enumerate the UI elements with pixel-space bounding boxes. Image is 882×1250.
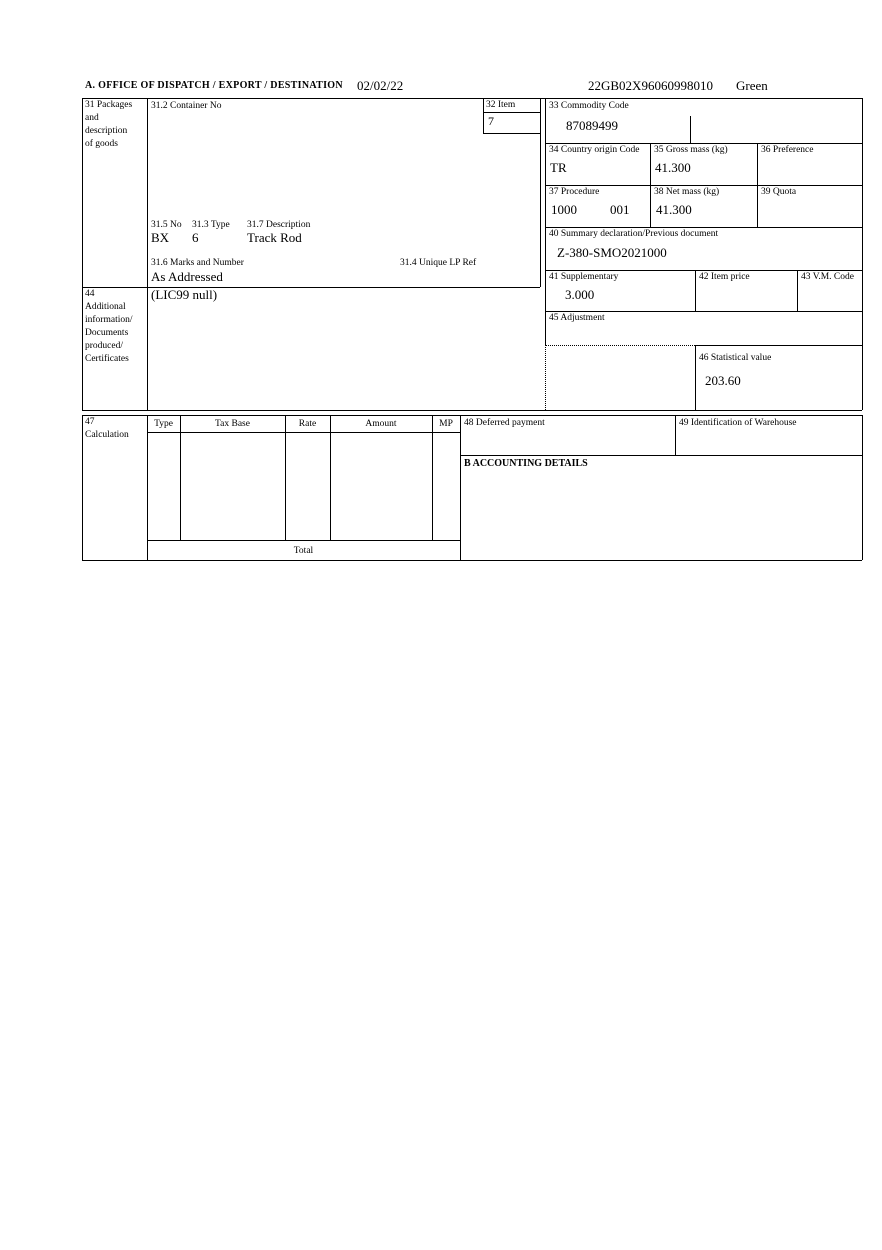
packages-description-label: [85, 99, 145, 151]
item-price-label: 42 Item price: [699, 272, 750, 282]
rule: [483, 98, 484, 133]
supplementary-label: 41 Supplementary: [549, 272, 619, 282]
rule: [147, 432, 460, 433]
rule: [695, 270, 696, 311]
dotted-rule: [545, 345, 695, 346]
statistical-value: 203.60: [705, 373, 741, 388]
container-no-label: 31.2 Container No: [151, 101, 222, 111]
rule: [82, 560, 862, 561]
rule: [330, 415, 331, 540]
column-header-amount: Amount: [365, 419, 397, 429]
rule: [695, 345, 696, 410]
rule: [545, 185, 862, 186]
summary-declaration-value: Z-380-SMO2021000: [557, 245, 667, 260]
warehouse-identification-label: 49 Identification of Warehouse: [679, 418, 797, 428]
rule: [82, 98, 83, 410]
office-of-dispatch-label: A. OFFICE OF DISPATCH / EXPORT / DESTINATION: [85, 80, 343, 91]
rule: [545, 311, 862, 312]
net-mass-value: 41.300: [656, 202, 692, 217]
rule: [147, 98, 148, 410]
procedure-label: 37 Procedure: [549, 187, 600, 197]
label-line: Calculation: [85, 430, 129, 440]
rule: [545, 143, 862, 144]
column-header-tax-base: Tax Base: [215, 419, 250, 429]
packages-type-value: 6: [192, 230, 199, 245]
label-line: description: [85, 126, 128, 136]
label-line: information/: [85, 315, 133, 325]
label-line: of goods: [85, 139, 118, 149]
packages-no-value: BX: [151, 230, 170, 245]
column-header-rate: Rate: [298, 419, 317, 429]
label-line: Additional: [85, 302, 126, 312]
rule: [180, 415, 181, 540]
total-label: Total: [293, 546, 314, 556]
mrn-value: 22GB02X96060998010: [588, 78, 713, 93]
label-line: Certificates: [85, 354, 129, 364]
rule: [460, 415, 461, 560]
commodity-code-label: 33 Commodity Code: [549, 101, 629, 111]
rule: [862, 98, 863, 410]
rule: [757, 143, 758, 227]
marks-and-number-value: As Addressed: [151, 269, 223, 284]
rule: [285, 415, 286, 540]
unique-lp-ref-label: 31.4 Unique LP Ref: [400, 258, 477, 268]
procedure-value-1: 1000: [551, 202, 577, 217]
label-line: 47: [85, 417, 95, 427]
rule: [147, 415, 148, 560]
dotted-rule: [545, 345, 546, 410]
net-mass-label: 38 Net mass (kg): [654, 187, 720, 197]
rule: [690, 116, 691, 143]
rule: [540, 98, 541, 287]
label-line: 31 Packages: [85, 100, 133, 110]
rule: [147, 540, 460, 541]
additional-information-label: [85, 288, 147, 366]
routing-status: Green: [736, 78, 768, 93]
adjustment-label: 45 Adjustment: [549, 313, 605, 323]
supplementary-value: 3.000: [565, 287, 595, 302]
column-header-mp: MP: [439, 419, 453, 429]
label-line: and: [85, 113, 99, 123]
country-origin-label: 34 Country origin Code: [549, 145, 640, 155]
country-origin-value: TR: [550, 160, 567, 175]
accounting-details-label: B ACCOUNTING DETAILS: [464, 458, 588, 469]
summary-declaration-label: 40 Summary declaration/Previous document: [549, 229, 719, 239]
goods-description-label: 31.7 Description: [247, 220, 311, 230]
rule: [483, 133, 540, 134]
column-header-type: Type: [154, 419, 173, 429]
rule: [82, 410, 862, 411]
goods-description-value: Track Rod: [247, 230, 302, 245]
packages-type-label: 31.3 Type: [192, 220, 230, 230]
rule: [82, 98, 862, 99]
item-number-value: 7: [488, 114, 494, 128]
gross-mass-value: 41.300: [655, 160, 691, 175]
rule: [797, 270, 798, 311]
calculation-label: [85, 416, 145, 442]
vm-code-label: 43 V.M. Code: [801, 272, 854, 282]
rule: [82, 415, 83, 560]
rule: [82, 415, 862, 416]
commodity-code-value: 87089499: [566, 118, 618, 133]
rule: [650, 143, 651, 227]
quota-label: 39 Quota: [761, 187, 797, 197]
rule: [695, 345, 862, 346]
rule: [545, 270, 862, 271]
rule: [862, 415, 863, 560]
rule: [675, 415, 676, 455]
deferred-payment-label: 48 Deferred payment: [464, 418, 545, 428]
rule: [545, 227, 862, 228]
procedure-value-2: 001: [610, 202, 630, 217]
date-value: 02/02/22: [357, 78, 404, 93]
gross-mass-label: 35 Gross mass (kg): [654, 145, 728, 155]
marks-and-number-label: 31.6 Marks and Number: [151, 258, 244, 268]
statistical-value-label: 46 Statistical value: [699, 353, 772, 363]
rule: [432, 415, 433, 540]
packages-no-label: 31.5 No: [151, 220, 182, 230]
label-line: 44: [85, 289, 95, 299]
item-number-label: 32 Item: [486, 100, 516, 110]
label-line: produced/: [85, 341, 123, 351]
additional-information-value: (LIC99 null): [151, 287, 218, 302]
label-line: Documents: [85, 328, 129, 338]
rule: [460, 455, 862, 456]
preference-label: 36 Preference: [761, 145, 814, 155]
rule: [483, 112, 540, 113]
rule: [545, 98, 546, 345]
